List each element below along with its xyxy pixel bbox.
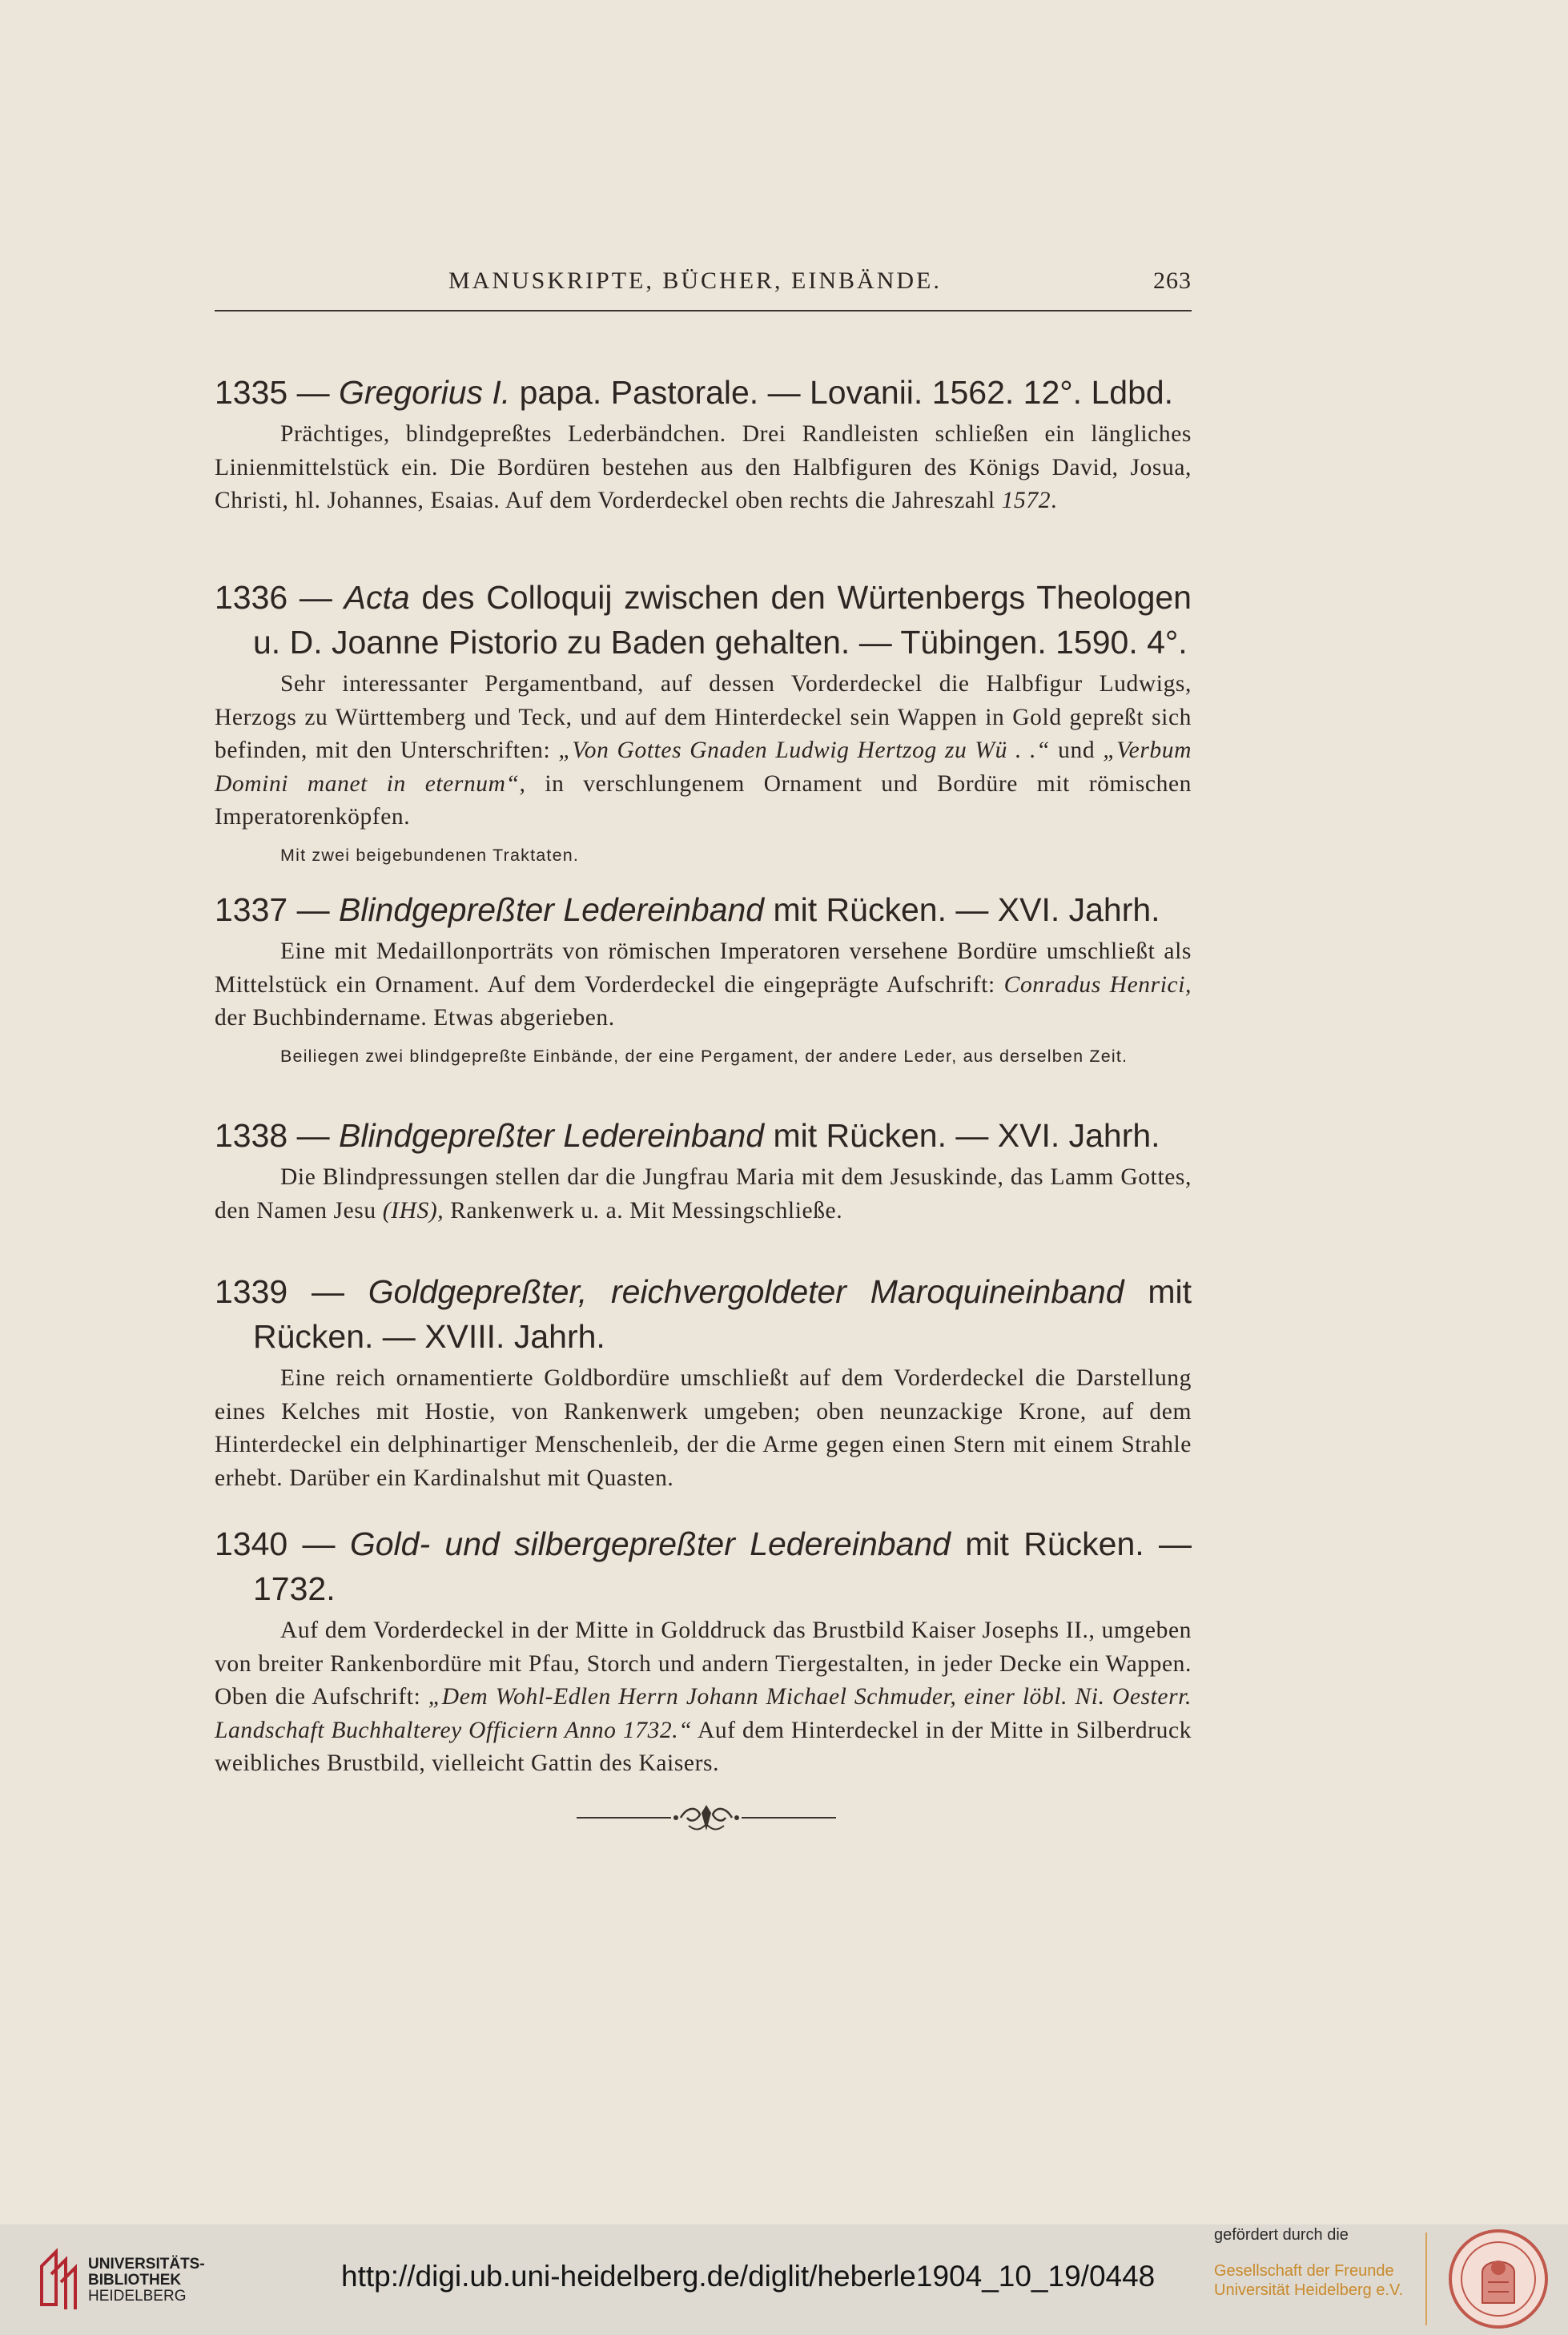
entry-heading	[215, 1521, 1192, 1611]
library-name-line: BIBLIOTHEK	[88, 2272, 182, 2289]
entry-number: 1337	[215, 891, 288, 928]
entry-description	[215, 418, 1192, 518]
text-run: .	[1051, 488, 1058, 513]
text-run: Sehr interessanter Pergamentband, auf dessen Vorderdeckel die Halbfigur Ludwigs, Herzogs zu Württemberg und Teck, und auf dem Hinterdeckel sein Wappen in Gold gepreßt sich befinden, mit den Unterschriften:	[215, 671, 1192, 763]
catalog-entry-1336	[215, 575, 1192, 869]
entry-author: Blindgepreßter Ledereinband	[339, 891, 765, 928]
entry-author: Acta	[344, 579, 410, 616]
entry-author: Gold- und silbergepreßter Ledereinband	[349, 1525, 951, 1562]
entry-heading	[215, 1269, 1192, 1359]
text-run: Die Blindpressungen stellen dar die Jungfrau Maria mit dem Jesuskinde, das Lamm Gottes, den Namen Jesu	[215, 1164, 1192, 1224]
entry-dash: —	[287, 1525, 350, 1562]
text-run: Prächtiges, blindgepreßtes Lederbändchen. Drei Randleisten schließen ein längliches Linienmittelstück ein. Die Bordüren bestehen aus den Halbfiguren des Königs David, Josua, Christi, hl. Johannes, Esaias. Auf dem Vorderdeckel oben rechts die Jahreszahl	[215, 421, 1192, 513]
text-run: Eine mit Medaillonporträts von römischen Imperatoren versehene Bordüre umschließt als Mittelstück ein Ornament. Auf dem Vorderdeckel die eingeprägte Aufschrift:	[215, 938, 1192, 998]
entry-details: papa. Pastorale. — Lovanii. 1562. 12°. Ldbd.	[510, 374, 1174, 411]
text-run: Eine reich ornamentierte Goldbordüre umschließt auf dem Vorderdeckel die Darstellung eines Kelches mit Hostie, von Rankenwerk umgeben; oben neunzackige Krone, auf dem Hinterdeckel ein delphinartiger Menschenleib, der die Arme gegen einen Stern mit einem Strahle erhebt. Darüber ein Kardinalshut mit Quasten.	[215, 1365, 1192, 1491]
running-head-title: MANUSKRIPTE, BÜCHER, EINBÄNDE.	[448, 267, 942, 294]
italic-text-run: Conradus Henrici,	[1003, 971, 1192, 998]
entry-number: 1339	[215, 1273, 288, 1310]
text-run: Auf dem Vorderdeckel in der Mitte in Golddruck das Brustbild Kaiser Josephs II., umgeben von breiter Rankenbordüre mit Pfau, Storch und andern Tiergestalten, in jeder Decke ein Wappen. Oben die Aufschrift:	[215, 1618, 1192, 1710]
catalog-entry-1335	[215, 370, 1192, 518]
catalog-entry-1338	[215, 1113, 1192, 1228]
entry-author: Blindgepreßter Ledereinband	[339, 1117, 765, 1154]
text-run: Auf dem Hinterdeckel in der Mitte in Silberdruck weibliches Brustbild, vielleicht Gattin des Kaisers.	[215, 1717, 1192, 1776]
catalog-entry-1337	[215, 887, 1192, 1070]
entry-heading	[215, 575, 1192, 665]
sponsor-name-line: Universität Heidelberg e.V.	[1214, 2281, 1404, 2299]
permalink-url[interactable]: http://digi.ub.uni-heidelberg.de/diglit/heberle1904_10_19/0448	[341, 2260, 1156, 2293]
end-ornament-icon	[577, 1802, 836, 1834]
entry-number: 1340	[215, 1525, 288, 1562]
text-run: der Buchbindername. Etwas abgerieben.	[215, 1005, 615, 1031]
text-run: in verschlungenem Ornament und Bordüre mit römischen Imperatorenköpfen.	[215, 770, 1192, 830]
entry-description	[215, 1362, 1192, 1495]
catalog-entry-1340	[215, 1521, 1192, 1781]
catalog-entry-1339	[215, 1269, 1192, 1495]
entry-dash: —	[287, 1273, 368, 1310]
entry-details: des Colloquij zwischen den Würtenbergs Theologen u. D. Joanne Pistorio zu Baden gehalten. — Tübingen. 1590. 4°.	[253, 579, 1192, 661]
italic-text-run: „Verbum Domini manet in eternum“,	[215, 737, 1192, 797]
entry-number: 1336	[215, 579, 288, 616]
entry-author: Goldgepreßter, reichvergoldeter Maroquineinband	[368, 1273, 1124, 1310]
university-seal-icon	[1446, 2226, 1550, 2332]
entry-details: mit Rücken. — XVI. Jahrh.	[764, 1117, 1160, 1154]
entry-dash: —	[287, 1117, 340, 1154]
sponsor-name	[1214, 2261, 1403, 2300]
header-rule	[215, 310, 1192, 311]
entry-details: mit Rücken. — 1732.	[253, 1525, 1192, 1607]
library-name	[88, 2257, 205, 2305]
entry-description	[215, 1614, 1192, 1781]
entry-heading	[215, 370, 1192, 415]
digitization-footer	[0, 2224, 1568, 2335]
library-name-line: UNIVERSITÄTS-	[88, 2256, 205, 2273]
entry-heading	[215, 1113, 1192, 1158]
library-name-line: HEIDELBERG	[88, 2288, 187, 2305]
entry-dash: —	[287, 579, 344, 616]
entry-dash: —	[287, 374, 340, 411]
entry-dash: —	[287, 891, 340, 928]
page-number: 263	[1153, 267, 1192, 294]
italic-text-run: (IHS),	[382, 1197, 444, 1224]
entry-note: Beiliegen zwei blindgepreßte Einbände, der eine Pergament, der andere Leder, aus derselben Zeit.	[280, 1046, 1128, 1066]
entry-details: mit Rücken. — XVI. Jahrh.	[764, 891, 1160, 928]
entry-author: Gregorius I.	[339, 374, 511, 411]
entry-number: 1338	[215, 1117, 288, 1154]
entry-heading	[215, 887, 1192, 932]
entry-note: Mit zwei beigebundenen Traktaten.	[280, 845, 580, 865]
italic-text-run: „Von Gottes Gnaden Ludwig Hertzog zu Wü . .“	[558, 737, 1051, 763]
text-run: Rankenwerk u. a. Mit Messingschließe.	[444, 1197, 843, 1224]
sponsor-label: gefördert durch die	[1214, 2226, 1349, 2244]
italic-text-run: „Dem Wohl-Edlen Herrn Johann Michael Schmuder, einer löbl. Ni. Oesterr. Landschaft Buchhalterey Officiern Anno 1732.“	[215, 1684, 1192, 1743]
text-run: und	[1050, 737, 1104, 763]
sponsor-name-line: Gesellschaft der Freunde	[1214, 2262, 1394, 2280]
entry-description	[215, 1161, 1192, 1228]
italic-text-run: 1572	[1001, 488, 1051, 513]
entry-description	[215, 935, 1192, 1035]
entry-description	[215, 668, 1192, 834]
footer-divider	[1425, 2233, 1427, 2325]
entry-number: 1335	[215, 374, 288, 411]
entry-details: mit Rücken. — XVIII. Jahrh.	[253, 1273, 1192, 1355]
